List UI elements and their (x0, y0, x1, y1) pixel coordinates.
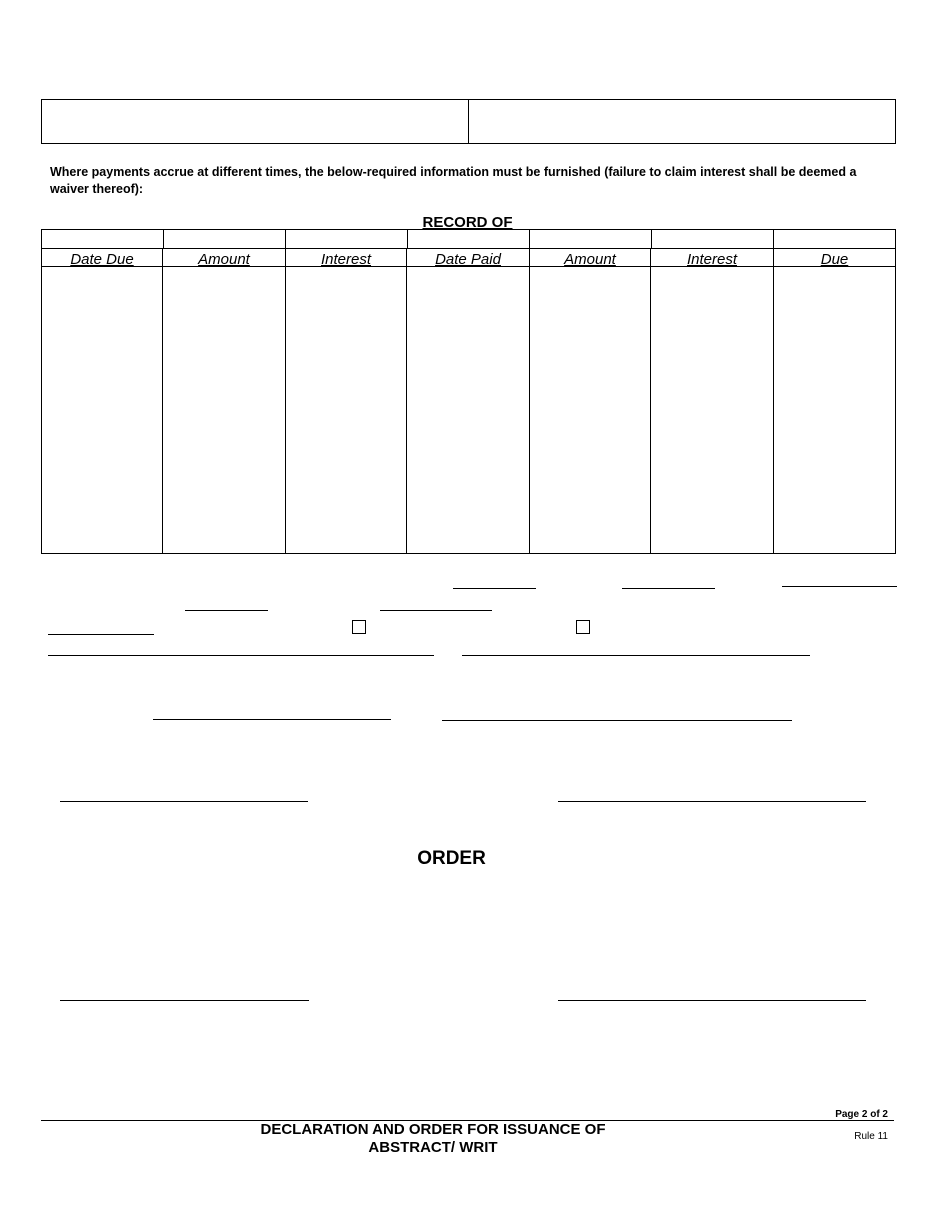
record-table-divider (773, 229, 774, 248)
column-header-amount: Amount (198, 251, 250, 268)
column-header-interest: Interest (320, 251, 372, 268)
checkbox[interactable] (576, 620, 590, 634)
order-title: ORDER (417, 848, 486, 869)
blank-field[interactable] (48, 655, 434, 656)
blank-field[interactable] (380, 610, 492, 611)
order-date-line[interactable] (60, 1000, 309, 1001)
record-table-divider (162, 248, 163, 554)
blank-field[interactable] (442, 720, 792, 721)
column-header-due: Due (820, 251, 849, 268)
record-table-divider (651, 229, 652, 248)
footer-title (240, 1121, 626, 1157)
declarant-date-line[interactable] (558, 801, 866, 802)
record-table-divider (406, 248, 407, 554)
top-left-field[interactable] (42, 100, 467, 143)
record-table-title: RECORD OF (422, 214, 513, 231)
rule-number: Rule 11 (854, 1131, 888, 1142)
record-table-header-top-rule (41, 248, 896, 249)
record-table-divider (163, 229, 164, 248)
blank-field[interactable] (153, 719, 391, 720)
blank-field[interactable] (48, 634, 154, 635)
record-table-divider (407, 229, 408, 248)
record-table-divider (650, 248, 651, 554)
blank-field[interactable] (453, 588, 536, 589)
top-right-field[interactable] (469, 100, 895, 143)
blank-field[interactable] (622, 588, 715, 589)
record-table-divider (285, 248, 286, 554)
column-header-amount-paid: Amount (564, 251, 616, 268)
declarant-signature-line[interactable] (60, 801, 308, 802)
column-header-date-due: Date Due (70, 251, 134, 268)
record-table-divider (773, 248, 774, 554)
record-table-divider (285, 229, 286, 248)
record-table-divider (529, 229, 530, 248)
record-table (41, 229, 896, 554)
column-header-date-paid: Date Paid (435, 251, 501, 268)
footer-title-line-2: ABSTRACT/ WRIT (368, 1139, 498, 1156)
payment-instructions: Where payments accrue at different times, the below-required information must be furnished (failure to claim interest shall be deemed a waiver thereof): (50, 165, 857, 196)
checkbox[interactable] (352, 620, 366, 634)
blank-field[interactable] (462, 655, 810, 656)
record-table-divider (529, 248, 530, 554)
blank-field[interactable] (782, 586, 897, 587)
page-number: Page 2 of 2 (835, 1109, 888, 1120)
column-header-interest-paid: Interest (686, 251, 738, 268)
judge-signature-line[interactable] (558, 1000, 866, 1001)
footer-title-line-1: DECLARATION AND ORDER FOR ISSUANCE OF (260, 1121, 606, 1138)
blank-field[interactable] (185, 610, 268, 611)
